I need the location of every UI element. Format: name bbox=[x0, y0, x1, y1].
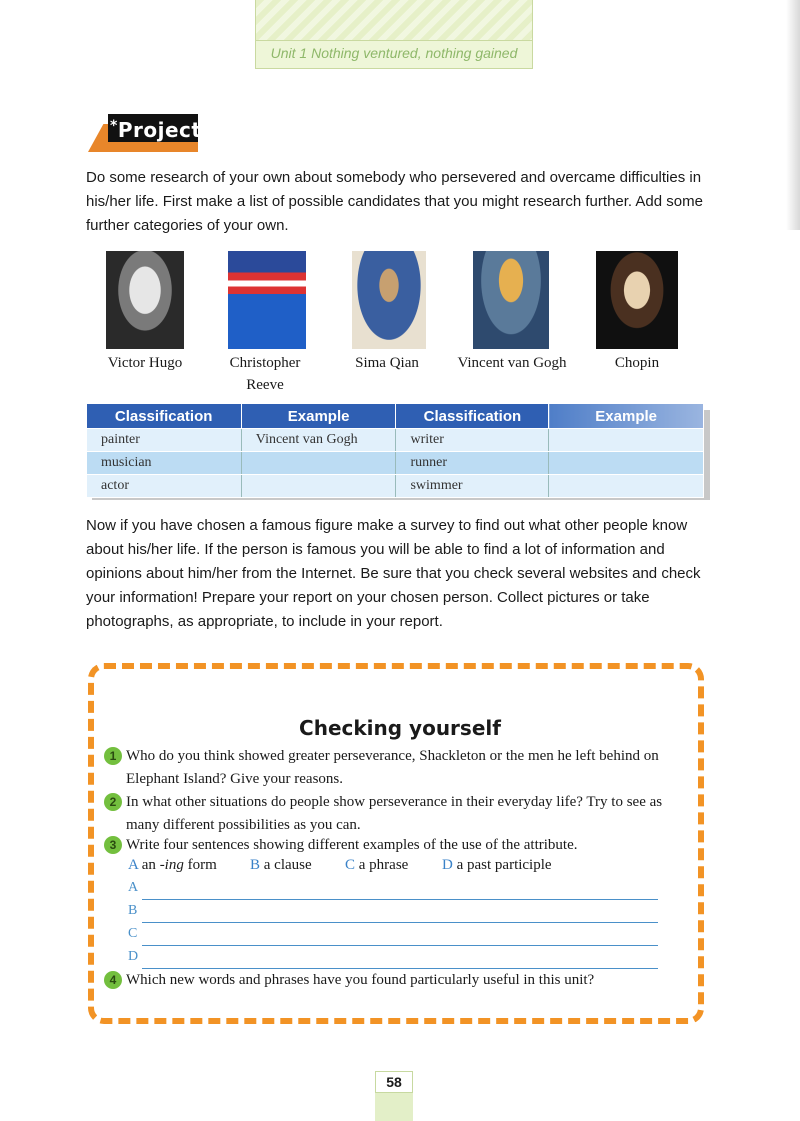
option-d bbox=[442, 857, 552, 874]
table-cell bbox=[549, 475, 704, 498]
option-text: form bbox=[183, 857, 217, 873]
answer-underline bbox=[142, 922, 658, 923]
question-item bbox=[104, 791, 704, 837]
option-letter: C bbox=[345, 857, 356, 873]
question-number-badge: 4 bbox=[104, 971, 122, 989]
table-cell bbox=[549, 452, 704, 475]
unit-title: Unit 1 Nothing ventured, nothing gained bbox=[270, 45, 518, 61]
question-number-badge: 3 bbox=[104, 836, 122, 854]
question-item bbox=[104, 969, 704, 992]
table-header: Classification bbox=[87, 404, 242, 429]
badge-star: * bbox=[110, 118, 118, 134]
question-text: Which new words and phrases have you found particularly useful in this unit? bbox=[126, 972, 595, 988]
portrait-caption: Chopin bbox=[614, 355, 660, 371]
portrait-vincent-van-gogh bbox=[473, 251, 549, 349]
answer-letter: A bbox=[128, 880, 139, 895]
option-b bbox=[250, 857, 312, 874]
project-intro: Do some research of your own about somebody who persevered and overcame difficulties in his/her life. First make a list of possible candidates that you might research further. Add some further categories of your own. bbox=[86, 169, 703, 234]
option-letter: B bbox=[250, 857, 261, 873]
option-text: a clause bbox=[260, 857, 312, 873]
table-cell bbox=[549, 429, 704, 452]
portrait-victor-hugo bbox=[106, 251, 184, 349]
portrait-sima-qian bbox=[352, 251, 426, 349]
answer-line-b[interactable] bbox=[128, 903, 658, 925]
answer-underline bbox=[142, 945, 658, 946]
page-number-tab bbox=[375, 1071, 413, 1121]
header-texture bbox=[256, 0, 532, 40]
answer-line-d[interactable] bbox=[128, 949, 658, 971]
portrait-chopin bbox=[596, 251, 678, 349]
question-text: Who do you think showed greater perseverance, Shackleton or the men he left behind on Elephant Island? Give your reasons. bbox=[126, 748, 659, 787]
option-emphasis: -ing bbox=[159, 857, 184, 873]
option-a bbox=[128, 857, 217, 874]
table-cell: Vincent van Gogh bbox=[241, 429, 396, 452]
portrait-caption: Victor Hugo bbox=[107, 355, 183, 371]
table-cell bbox=[241, 452, 396, 475]
option-c bbox=[345, 857, 408, 874]
project-label bbox=[110, 118, 201, 142]
answer-letter: D bbox=[128, 949, 139, 964]
question-number-badge: 1 bbox=[104, 747, 122, 765]
table-cell: painter bbox=[87, 429, 242, 452]
portrait-caption: Christopher Reeve bbox=[229, 355, 301, 393]
option-text: a past participle bbox=[452, 857, 552, 873]
question-item bbox=[104, 745, 704, 791]
table-cell: actor bbox=[87, 475, 242, 498]
answer-letter: B bbox=[128, 903, 138, 918]
option-letter: A bbox=[128, 857, 139, 873]
answer-line-c[interactable] bbox=[128, 926, 658, 948]
option-letter: D bbox=[442, 857, 453, 873]
table-cell bbox=[241, 475, 396, 498]
table-header: Example bbox=[549, 404, 704, 429]
survey-paragraph: Now if you have chosen a famous figure make a survey to find out what other people know about his/her life. If the person is famous you will be able to find a lot of information and opinions about him/her from the Internet. Be sure that you check several websites and check your information! Prepare your report on your chosen person. Collect pictures or take photographs, as appropriate, to include in your report. bbox=[86, 517, 701, 630]
table-header: Example bbox=[241, 404, 396, 429]
question-number-badge: 2 bbox=[104, 793, 122, 811]
table-row bbox=[87, 429, 704, 452]
answer-underline bbox=[142, 899, 658, 900]
project-badge bbox=[88, 114, 210, 152]
unit-header bbox=[255, 0, 533, 69]
answer-letter: C bbox=[128, 926, 138, 941]
question-text: Write four sentences showing different examples of the use of the attribute. bbox=[126, 837, 578, 853]
table-cell: musician bbox=[87, 452, 242, 475]
option-text: a phrase bbox=[355, 857, 409, 873]
question-text: In what other situations do people show perseverance in their everyday life? Try to see as many different possibilities as you can. bbox=[126, 794, 663, 833]
table-cell: runner bbox=[396, 452, 549, 475]
table-cell: swimmer bbox=[396, 475, 549, 498]
table-cell: writer bbox=[396, 429, 549, 452]
checking-title: Checking yourself bbox=[299, 716, 501, 740]
question-item bbox=[104, 834, 704, 857]
table-row bbox=[87, 452, 704, 475]
portrait-caption: Sima Qian bbox=[355, 355, 419, 371]
classification-table bbox=[86, 404, 704, 498]
header-divider bbox=[256, 40, 532, 41]
table-header-row bbox=[87, 404, 704, 429]
table-header: Classification bbox=[396, 404, 549, 429]
table-row bbox=[87, 475, 704, 498]
portrait-caption: Vincent van Gogh bbox=[457, 355, 567, 371]
portrait-christopher-reeve bbox=[228, 251, 306, 349]
page-number: 58 bbox=[375, 1071, 413, 1093]
option-text: an bbox=[138, 857, 160, 873]
page-edge-shadow bbox=[786, 0, 800, 230]
answer-line-a[interactable] bbox=[128, 880, 658, 902]
badge-text: Project bbox=[117, 118, 202, 142]
